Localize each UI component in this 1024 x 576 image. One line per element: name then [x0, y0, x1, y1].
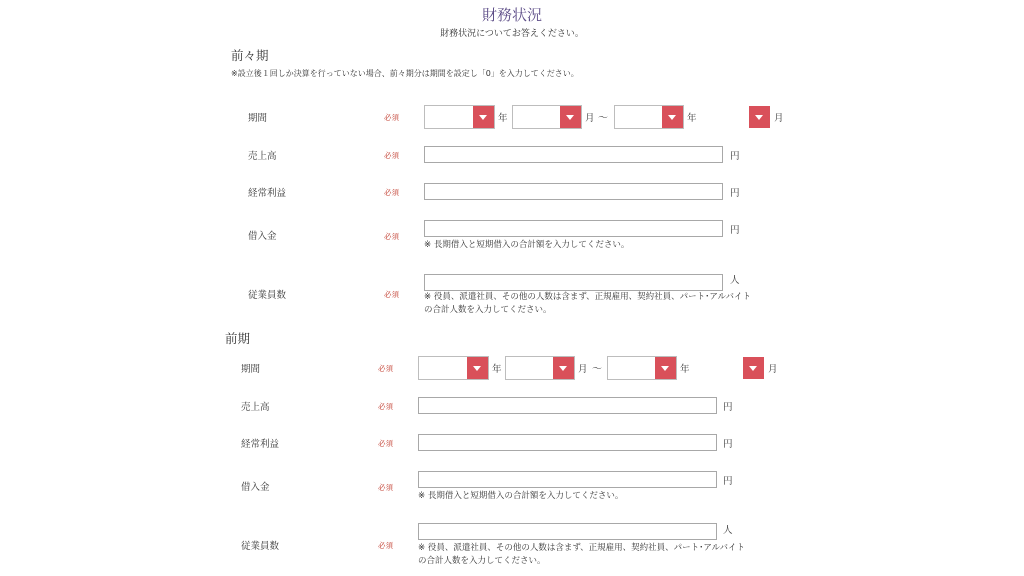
- yen-unit: 円: [730, 188, 740, 199]
- section-title: 前々期: [231, 48, 269, 63]
- page-subtitle: 財務状況についてお答えください。: [440, 29, 584, 39]
- yen-unit: 円: [723, 402, 733, 413]
- period-tilde: 〜: [592, 364, 602, 375]
- ordinary-profit-label: 経常利益: [248, 188, 287, 199]
- month-unit: 月: [768, 364, 778, 375]
- borrowings-help: ※ 長期借入と短期借入の合計額を入力してください。: [418, 491, 624, 501]
- ordinary-profit-label: 経常利益: [241, 439, 280, 450]
- year-unit: 年: [498, 113, 508, 124]
- year-unit: 年: [680, 364, 690, 375]
- ordinary-profit-input[interactable]: [418, 434, 717, 451]
- chevron-down-icon: [749, 106, 770, 128]
- end-year-select[interactable]: [614, 105, 684, 129]
- chevron-down-icon: [560, 106, 581, 128]
- section-title: 前期: [225, 331, 251, 346]
- yen-unit: 円: [723, 476, 733, 487]
- chevron-down-icon: [743, 357, 764, 379]
- start-month-select[interactable]: [512, 105, 582, 129]
- borrowings-label: 借入金: [241, 482, 270, 493]
- required-badge: 必須: [378, 541, 393, 550]
- employees-label: 従業員数: [241, 541, 280, 552]
- month-unit: 月: [578, 364, 588, 375]
- borrowings-label: 借入金: [248, 231, 277, 242]
- sales-label: 売上高: [241, 402, 270, 413]
- required-badge: 必須: [384, 290, 399, 299]
- borrowings-input[interactable]: [418, 471, 717, 488]
- person-unit: 人: [723, 525, 733, 536]
- end-year-select[interactable]: [607, 356, 677, 380]
- period-label: 期間: [248, 113, 268, 124]
- required-badge: 必須: [384, 113, 399, 122]
- employees-input[interactable]: [418, 523, 717, 540]
- end-month-select[interactable]: [744, 357, 764, 381]
- year-unit: 年: [687, 113, 697, 124]
- employees-label: 従業員数: [248, 290, 287, 301]
- month-unit: 月: [774, 113, 784, 124]
- end-month-select[interactable]: [750, 106, 770, 130]
- required-badge: 必須: [384, 151, 399, 160]
- yen-unit: 円: [730, 225, 740, 236]
- month-unit: 月: [585, 113, 595, 124]
- required-badge: 必須: [378, 402, 393, 411]
- employees-help-line1: ※ 役員、派遣社員、その他の人数は含まず、正規雇用、契約社員、パート･アルバイト: [418, 543, 745, 553]
- required-badge: 必須: [384, 232, 399, 241]
- chevron-down-icon: [655, 357, 676, 379]
- yen-unit: 円: [730, 151, 740, 162]
- sales-input[interactable]: [418, 397, 717, 414]
- chevron-down-icon: [662, 106, 683, 128]
- start-month-select[interactable]: [505, 356, 575, 380]
- required-badge: 必須: [378, 364, 393, 373]
- required-badge: 必須: [378, 483, 393, 492]
- page-title: 財務状況: [481, 6, 542, 24]
- chevron-down-icon: [553, 357, 574, 379]
- ordinary-profit-input[interactable]: [424, 183, 723, 200]
- yen-unit: 円: [723, 439, 733, 450]
- start-year-select[interactable]: [418, 356, 489, 380]
- employees-help-line2: の合計人数を入力してください。: [424, 305, 552, 315]
- period-tilde: 〜: [598, 113, 608, 124]
- person-unit: 人: [730, 275, 740, 286]
- sales-label: 売上高: [248, 151, 277, 162]
- borrowings-help: ※ 長期借入と短期借入の合計額を入力してください。: [424, 240, 630, 250]
- chevron-down-icon: [473, 106, 494, 128]
- year-unit: 年: [492, 364, 502, 375]
- required-badge: 必須: [384, 188, 399, 197]
- employees-input[interactable]: [424, 274, 723, 291]
- employees-help-line2: の合計人数を入力してください。: [418, 556, 546, 566]
- employees-help-line1: ※ 役員、派遣社員、その他の人数は含まず、正規雇用、契約社員、パート･アルバイト: [424, 292, 751, 302]
- chevron-down-icon: [467, 357, 488, 379]
- required-badge: 必須: [378, 439, 393, 448]
- sales-input[interactable]: [424, 146, 723, 163]
- borrowings-input[interactable]: [424, 220, 723, 237]
- section-note: ※設立後１回しか決算を行っていない場合、前々期分は期間を設定し「0」を入力してください。: [231, 69, 579, 78]
- start-year-select[interactable]: [424, 105, 495, 129]
- period-label: 期間: [241, 364, 261, 375]
